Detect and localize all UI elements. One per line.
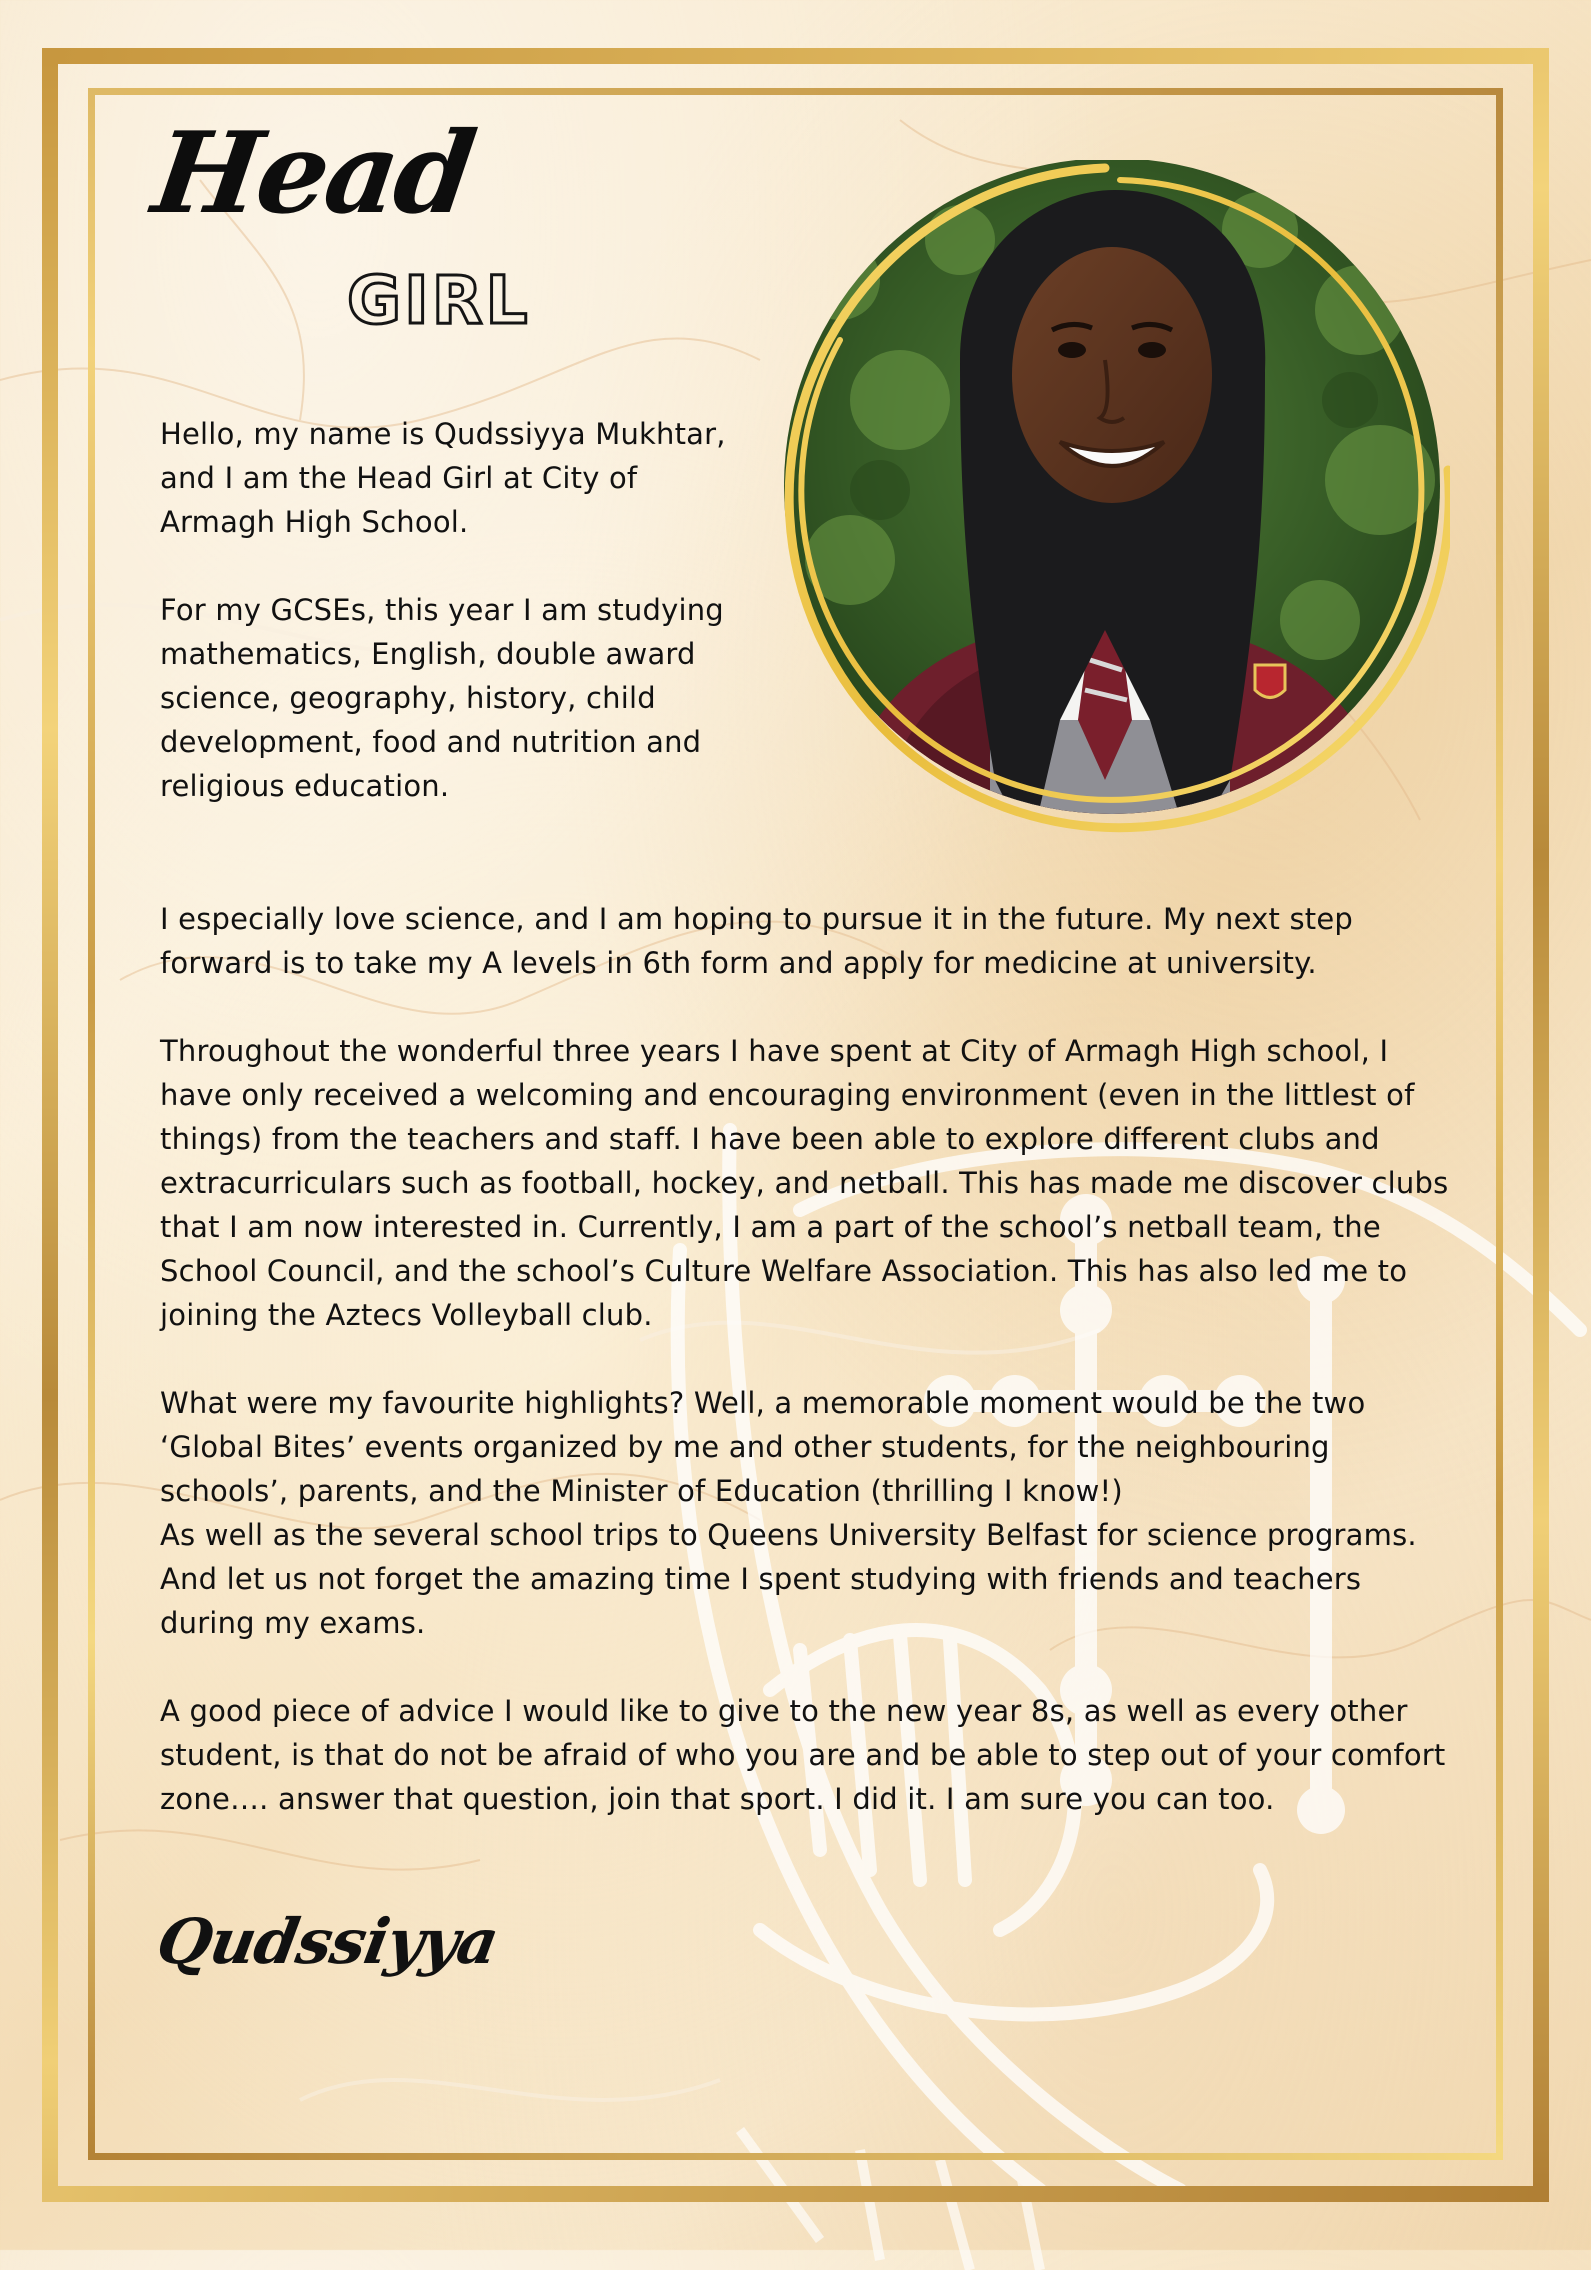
intro-paragraph-1: Hello, my name is Qudssiyya Mukhtar, and I am the Head Girl at City of Armagh High School.: [160, 417, 726, 539]
intro-section: [160, 412, 740, 852]
main-body: [160, 897, 1460, 1865]
body-paragraph-3a: What were my favourite highlights? Well, a memorable moment would be the two ‘Global Bites’ events organized by me and other students, for the neighbouring schools’, parents, and the Minister of Education (thrilling I know!): [160, 1386, 1366, 1508]
body-paragraph-3: [160, 1381, 1460, 1645]
body-paragraph-4: A good piece of advice I would like to give to the new year 8s, as well as every other student, is that do not be afraid of who you are and be able to step out of your comfort zone…. answer that question, join that sport. I did it. I am sure you can too.: [160, 1694, 1446, 1816]
portrait-photo: [760, 160, 1450, 850]
heading-head: Head: [145, 108, 481, 239]
body-paragraph-1: I especially love science, and I am hoping to pursue it in the future. My next step forward is to take my A levels in 6th form and apply for medicine at university.: [160, 902, 1353, 980]
signature: Qudssiyya: [151, 1905, 504, 1978]
body-paragraph-3b: As well as the several school trips to Queens University Belfast for science programs. And let us not forget the amazing time I spent studying with friends and teachers during my exams.: [160, 1518, 1417, 1640]
heading-girl: GIRL: [347, 262, 531, 339]
intro-paragraph-2: For my GCSEs, this year I am studying mathematics, English, double award science, geography, history, child development, food and nutrition and religious education.: [160, 593, 724, 803]
body-paragraph-2: Throughout the wonderful three years I have spent at City of Armagh High school, I have only received a welcoming and encouraging environment (even in the littlest of things) from the teachers and staff. I have been able to explore different clubs and extracurriculars such as football, hockey, and netball. This has made me discover clubs that I am now interested in. Currently, I am a part of the school’s netball team, the School Council, and the school’s Culture Welfare Association. This has also led me to joining the Aztecs Volleyball club.: [160, 1034, 1449, 1332]
